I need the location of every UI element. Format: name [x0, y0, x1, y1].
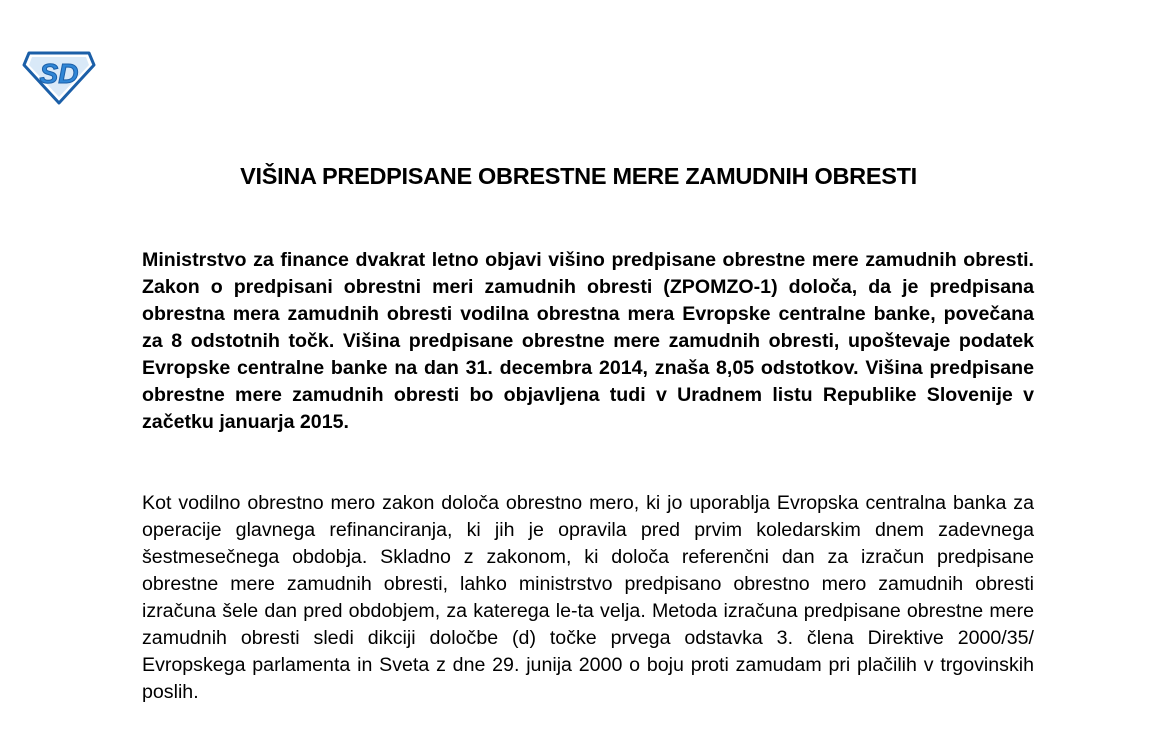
diamond-shield-icon: [22, 49, 96, 105]
sd-logo: [22, 49, 96, 105]
paragraph-2: Kot vodilno obrestno mero zakon določa obrestno mero, ki jo uporablja Evropska centralna banka za operacije glavnega refinanciranja, ki jih je opravila pred prvim koledarskim dnem zadevnega šestmesečnega obdobja. Skladno z zakonom, ki določa referenčni dan za izračun predpisane obrestne mere zamudnih obresti, lahko ministrstvo predpisano obrestno mero zamudnih obresti izračuna šele dan pred obdobjem, za katerega le-ta velja. Metoda izračuna predpisane obrestne mere zamudnih obresti sledi dikciji določbe (d) točke prvega odstavka 3. člena Direktive 2000/35/ Evropskega parlamenta in Sveta z dne 29. junija 2000 o boju proti zamudam pri plačilih v trgovinskih poslih.: [142, 492, 1034, 703]
paragraph-1: Ministrstvo za finance dvakrat letno objavi višino predpisane obrestne mere zamudnih obresti. Zakon o predpisani obrestni meri zamudnih obresti (ZPOMZO-1) določa, da je predpisana obrestna mera zamudnih obresti vodilna obrestna mera Evropske centralne banke, povečana za 8 odstotnih točk. Višina predpisane obrestne mere zamudnih obresti, upoštevaje podatek Evropske centralne banke na dan 31. decembra 2014, znaša 8,05 odstotkov. Višina predpisane obrestne mere zamudnih obresti bo objavljena tudi v Uradnem listu Republike Slovenije v začetku januarja 2015.: [142, 249, 1034, 433]
document-title: VIŠINA PREDPISANE OBRESTNE MERE ZAMUDNIH OBRESTI: [240, 163, 917, 189]
logo-text: SD: [39, 58, 79, 89]
